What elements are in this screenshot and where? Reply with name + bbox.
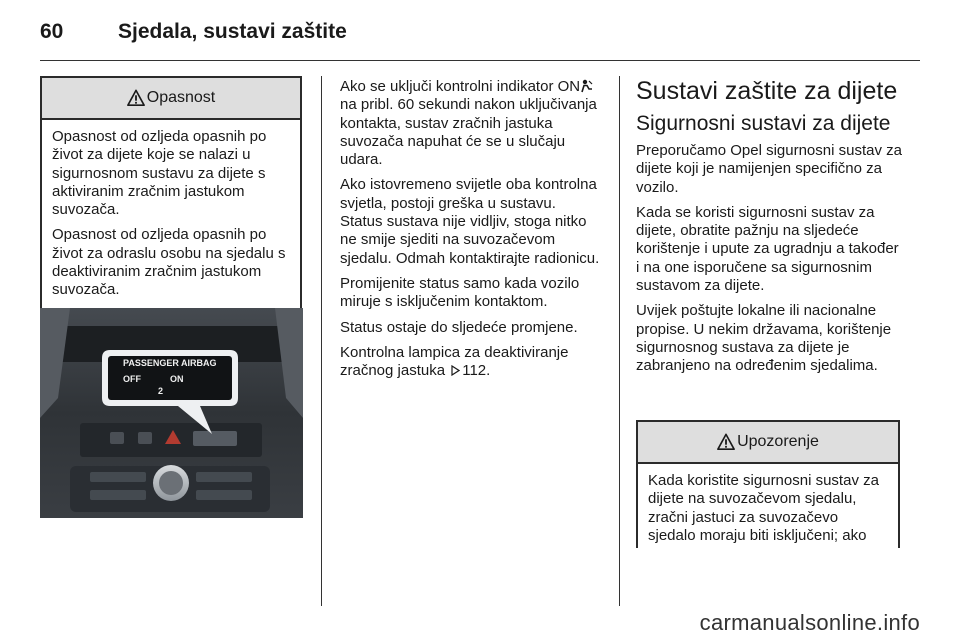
paragraph-indicator-start: Ako se uključi kontrolni indikator ON	[340, 78, 581, 95]
paragraph-indicator-end: na pribl. 60 sekundi nakon uključivanja kontakta, sustav zračnih jastuka suvozača napuhat će se u slučaju udara.	[340, 96, 597, 169]
section-title: Sustavi zaštite za dijete	[636, 77, 898, 105]
on-label: ON	[170, 374, 184, 384]
danger-box-body	[42, 120, 300, 313]
paragraph-instructions: Kada se koristi sigurnosni sustav za dijete, obratite pažnju na sljedeće korištenje i upute za ugradnju a također i na one isporučene sa sigurnosnim sustavom za dijete.	[636, 203, 899, 295]
warning-triangle-icon	[127, 89, 145, 107]
danger-paragraph: Opasnost od ozljeda opasnih po život za dijete koje se nalazi u sigurnosnom sustavu za dijete s aktiviranim zračnim jastukom suvozača.	[52, 128, 267, 219]
column-divider-right	[619, 76, 620, 606]
page-reference-link[interactable]: 112.	[462, 362, 491, 380]
panel-title: PASSENGER AIRBAG	[123, 358, 217, 368]
watermark: carmanualsonline.info	[699, 610, 920, 635]
column-left	[40, 76, 302, 315]
paragraph-lamp-reference	[340, 344, 602, 381]
off-label: OFF	[123, 374, 141, 384]
paragraph-status-remains: Status ostaje do sljedeće promjene.	[340, 318, 578, 336]
dashboard-illustration	[40, 308, 303, 518]
paragraph-lamp-text: Kontrolna lampica za deaktiviranje zračnog jastuka	[340, 343, 569, 380]
paragraph-regulations: Uvijek poštujte lokalne ili nacionalne propise. U nekim državama, korištenje sigurnosnog sustava za dijete je zabranjeno na određenim sjedalima.	[636, 302, 892, 375]
warning-box	[636, 420, 900, 548]
danger-box-header	[42, 78, 300, 120]
warning-paragraph: Kada koristite sigurnosni sustav za dijete na suvozačevom sjedalu, zračni jastuci za suvozačevo sjedalo moraju biti isključeni; ako	[648, 472, 879, 544]
column-right	[636, 76, 902, 383]
paragraph-indicator	[340, 78, 602, 169]
airbag-on-indicator	[170, 374, 184, 384]
danger-paragraph: Opasnost od ozljeda opasnih po život za odraslu osobu na sjedalu s deaktiviranim zračnim jastukom suvozača.	[52, 226, 286, 299]
column-middle	[340, 78, 602, 387]
figure-number: 2	[158, 386, 164, 396]
running-title: Sjedala, sustavi zaštite	[118, 20, 347, 43]
warning-box-title: Upozorenje	[737, 433, 819, 450]
danger-box-title: Opasnost	[146, 89, 216, 106]
warning-box-body	[638, 464, 898, 558]
page-reference-arrow-icon	[451, 365, 460, 376]
page-header	[40, 20, 920, 52]
paragraph-recommendation: Preporučamo Opel sigurnosni sustav za dijete koji je namijenjen specifično za vozilo.	[636, 142, 902, 196]
warning-box-header	[638, 422, 898, 464]
paragraph-change-status: Promijenite status samo kada vozilo miruje s isključenim kontaktom.	[340, 274, 580, 311]
subsection-title: Sigurnosni sustavi za dijete	[636, 112, 891, 135]
page-number: 60	[40, 20, 64, 43]
header-rule	[40, 60, 920, 61]
danger-box	[40, 76, 302, 315]
airbag-off-indicator	[123, 374, 141, 384]
paragraph-fault: Ako istovremeno svijetle oba kontrolna svjetla, postoji greška u sustavu. Status sustava nije vidljiv, stoga nitko ne smije sjediti na suvozačevom sjedalu. Odmah kontaktirajte radionicu.	[340, 176, 600, 267]
dashboard-photo	[40, 308, 303, 518]
warning-triangle-icon	[717, 433, 735, 451]
child-seat-icon	[580, 79, 594, 93]
column-divider-left	[321, 76, 322, 606]
